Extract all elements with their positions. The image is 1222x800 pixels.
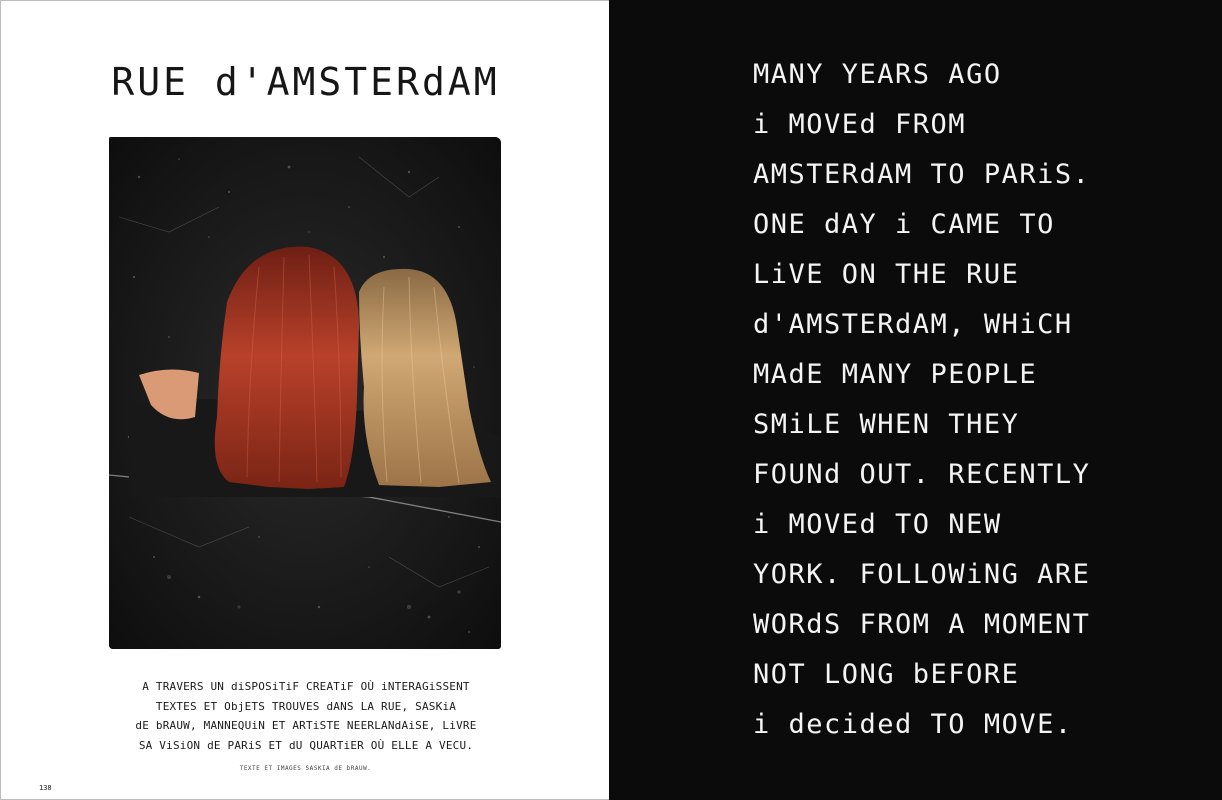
photo-two-women-from-behind bbox=[109, 137, 501, 649]
caption-line: dE bRAUW, MANNEQUiN ET ARTiSTE NEERLANdAiSE, LiVRE bbox=[135, 719, 477, 732]
story-line: NOT LONG bEFORE bbox=[753, 659, 1020, 690]
story-text bbox=[753, 50, 1213, 750]
story-line: FOUNd OUT. RECENTLY bbox=[753, 459, 1091, 490]
caption-line: TEXTES ET ObjETS TROUVES dANS LA RUE, SASKiA bbox=[155, 699, 457, 713]
story-line: LiVE ON THE RUE bbox=[753, 259, 1020, 290]
story-line: YORK. FOLLOWiNG ARE bbox=[753, 559, 1091, 590]
photo-caption bbox=[61, 677, 551, 755]
story-line: i MOVEd TO NEW bbox=[753, 509, 1002, 540]
story-line: i decided TO MOVE. bbox=[753, 709, 1073, 740]
caption-line: SA ViSiON dE PARiS ET dU QUARTiER OÙ ELLE A VECU. bbox=[138, 738, 474, 752]
story-line: MANY YEARS AGO bbox=[753, 59, 1002, 90]
left-page bbox=[0, 0, 609, 800]
story-line: WORdS FROM A MOMENT bbox=[753, 609, 1091, 640]
story-line: AMSTERdAM TO PARiS. bbox=[753, 159, 1091, 190]
right-page bbox=[609, 0, 1222, 800]
story-line: ONE dAY i CAME TO bbox=[753, 209, 1055, 240]
caption-line: A TRAVERS UN diSPOSiTiF CREATiF OÙ iNTERAGiSSENT bbox=[142, 680, 470, 693]
story-line: SMiLE WHEN THEY bbox=[753, 409, 1020, 440]
story-line: i MOVEd FROM bbox=[753, 109, 967, 140]
page-title: RUE d'AMSTERdAM bbox=[111, 60, 500, 104]
page-number: 138 bbox=[39, 784, 52, 792]
photo-credit: TEXTE ET IMAGES SASKIA dE bRAUW. bbox=[239, 765, 372, 772]
photo-illustration bbox=[109, 137, 501, 649]
story-line: d'AMSTERdAM, WHiCH bbox=[753, 309, 1073, 340]
story-line: MAdE MANY PEOPLE bbox=[753, 359, 1038, 390]
